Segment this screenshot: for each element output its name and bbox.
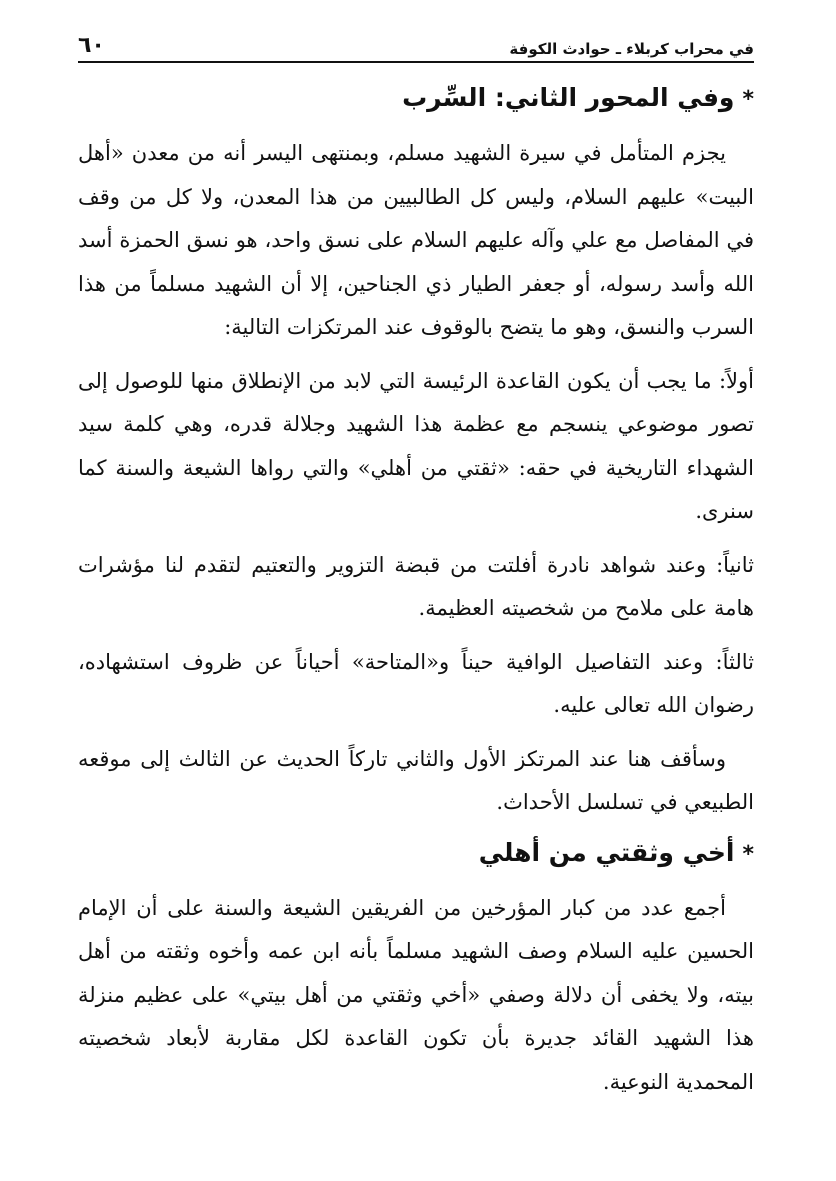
paragraph-third-point: ثالثاً: وعند التفاصيل الوافية حيناً و«المتاحة» أحياناً عن ظروف استشهاده، رضوان الله تعالى عليه.: [78, 649, 754, 717]
asterisk-marker: *: [742, 841, 754, 867]
section-heading-my-brother: [78, 835, 754, 873]
section-heading-text: وفي المحور الثاني: السِّرب: [402, 83, 735, 112]
paragraph: وسأقف هنا عند المرتكز الأول والثاني تاركاً الحديث عن الثالث إلى موقعه الطبيعي في تسلسل الأحداث.: [78, 746, 754, 814]
paragraph-second-point: ثانياً: وعند شواهد نادرة أفلتت من قبضة التزوير والتعتيم لتقدم لنا مؤشرات هامة على ملامح من شخصيته العظيمة.: [78, 552, 754, 620]
running-header: [78, 28, 754, 63]
paragraph: أجمع عدد من كبار المؤرخين من الفريقين الشيعة والسنة على أن الإمام الحسين عليه السلام وصف الشهيد مسلماً بأنه ابن عمه وأخوه وثقته من أهل بيته، ولا يخفى أن دلالة وصفي «أخي وثقتي من أهل بيتي» على عظيم منزلة هذا الشهيد القائد جديرة بأن تكون القاعدة لكل مقاربة لأبعاد شخصيته المحمدية النوعية.: [78, 895, 754, 1094]
book-title: في محراب كربلاء ـ حوادث الكوفة: [509, 40, 754, 58]
section-heading-text: أخي وثقتي من أهلي: [478, 837, 735, 867]
section-heading-second-axis: [78, 80, 754, 118]
asterisk-marker: *: [742, 87, 754, 112]
page-body: [78, 70, 754, 1114]
paragraph: يجزم المتأمل في سيرة الشهيد مسلم، وبمنتهى اليسر أنه من معدن «أهل البيت» عليهم السلام، وليس كل الطالبيين من هذا المعدن، ولا كل من وقف في المفاصل مع علي وآله عليهم السلام على نسق واحد، هو نسق الحمزة أسد الله وأسد رسوله، أو جعفر الطيار ذي الجناحين، إلا أن الشهيد مسلماً من هذا السرب والنسق، وهو ما يتضح بالوقوف عند المرتكزات التالية:: [78, 141, 754, 339]
paragraph-first-point: أولاً: ما يجب أن يكون القاعدة الرئيسة التي لابد من الإنطلاق منها للوصول إلى تصور موضوعي ينسجم مع عظمة هذا الشهيد وجلالة قدره، وهي كلمة سيد الشهداء التاريخية في حقه: «ثقتي من أهلي» والتي رواها الشيعة والسنة كما سنرى.: [78, 368, 754, 523]
page-number: ٦٠: [78, 33, 105, 58]
